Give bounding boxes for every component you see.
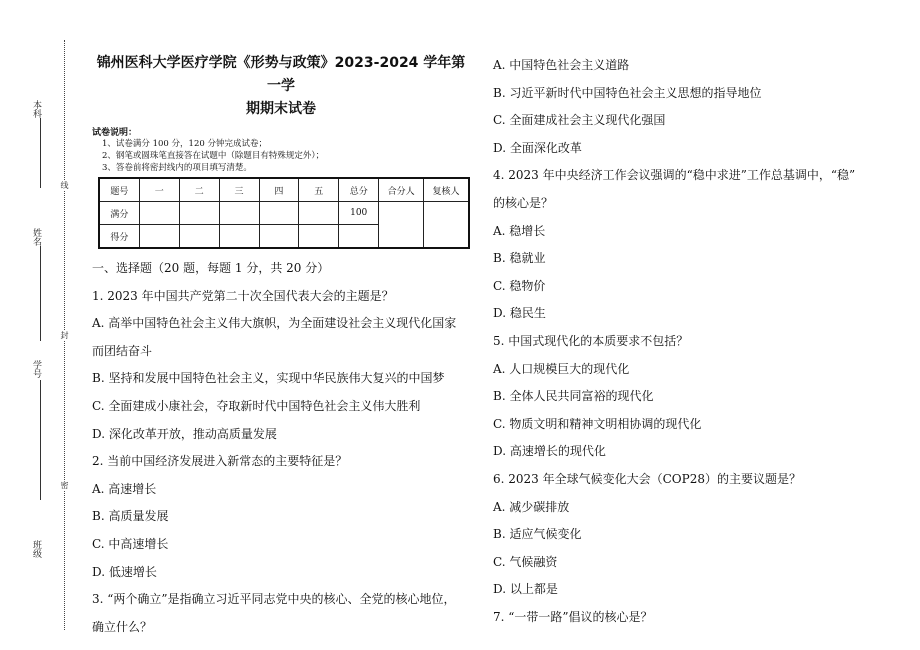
question-line: 6. 2023 年全球气候变化大会（COP28）的主要议题是？ [493, 471, 801, 486]
question-line: 3. “两个确立”是指确立习近平同志党中央的核心、全党的核心地位， [92, 592, 456, 607]
option-line: D. 以上都是 [493, 582, 558, 597]
score-table-header-row [99, 178, 469, 202]
note-item: 1、试卷满分 100 分，120 分钟完成试卷； [102, 139, 267, 149]
score-cell [299, 202, 339, 225]
score-header-cell: 四 [259, 178, 299, 202]
score-table-full-row [99, 202, 469, 225]
option-line: C. 全面建成小康社会，夺取新时代中国特色社会主义伟大胜利 [92, 398, 421, 413]
note-item: 2、钢笔或圆珠笔直接答在试题中（除题目有特殊规定外）； [102, 151, 325, 161]
left-column [92, 52, 470, 641]
score-cell [219, 202, 259, 225]
score-header-cell: 五 [299, 178, 339, 202]
label-benke: 本科 [31, 100, 41, 118]
question-line: 5. 中国式现代化的本质要求不包括？ [493, 333, 689, 348]
score-cell [424, 202, 469, 249]
option-line: B. 适应气候变化 [493, 527, 582, 542]
score-cell [339, 225, 379, 249]
option-line: A. 稳增长 [493, 223, 546, 238]
score-cell [259, 202, 299, 225]
score-row-label: 满分 [99, 202, 139, 225]
seal-word-mi: 密 [60, 481, 69, 489]
score-cell [379, 202, 424, 249]
label-class: 班级 [31, 540, 41, 558]
score-header-cell: 一 [139, 178, 179, 202]
score-header-cell: 题号 [99, 178, 139, 202]
option-line: D. 低速增长 [92, 564, 157, 579]
score-cell [179, 225, 219, 249]
label-student-id: 学号 [31, 360, 41, 378]
option-line: D. 稳民生 [493, 306, 546, 321]
option-line: C. 全面建成社会主义现代化强国 [493, 113, 666, 128]
score-header-cell: 合分人 [379, 178, 424, 202]
seal-word-feng: 封 [60, 331, 69, 339]
section-heading: 一、选择题（20 题，每题 1 分，共 20 分） [92, 261, 330, 275]
score-cell [299, 225, 339, 249]
score-header-cell: 三 [219, 178, 259, 202]
option-line: C. 中高速增长 [92, 536, 169, 551]
score-cell [259, 225, 299, 249]
option-line: C. 稳物价 [493, 278, 546, 293]
right-column [493, 52, 893, 631]
score-cell [219, 225, 259, 249]
score-cell [139, 225, 179, 249]
option-line: 而团结奋斗 [92, 343, 153, 358]
option-line: B. 稳就业 [493, 251, 546, 266]
blank-line-student-id [40, 380, 41, 500]
score-cell [179, 202, 219, 225]
score-header-cell: 二 [179, 178, 219, 202]
question-line: 7. “一带一路”倡议的核心是？ [493, 609, 653, 624]
label-name: 姓名 [31, 228, 41, 246]
notes-heading: 试卷说明： [92, 128, 138, 138]
option-line: A. 减少碳排放 [493, 499, 570, 514]
option-line: B. 习近平新时代中国特色社会主义思想的指导地位 [493, 85, 762, 100]
exam-title-line2: 期期末试卷 [246, 101, 316, 117]
option-line: D. 深化改革开放，推动高质量发展 [92, 426, 277, 441]
blank-line-benke [40, 118, 41, 188]
option-line: A. 中国特色社会主义道路 [493, 58, 630, 72]
option-line: A. 高举中国特色社会主义伟大旗帜，为全面建设社会主义现代化国家 [92, 316, 457, 331]
option-line: D. 全面深化改革 [493, 140, 582, 155]
question-line: 2. 当前中国经济发展进入新常态的主要特征是？ [92, 454, 348, 469]
option-line: A. 人口规模巨大的现代化 [493, 361, 630, 376]
score-header-cell: 总分 [339, 178, 379, 202]
note-item: 3、答卷前将密封线内的项目填写清楚。 [102, 163, 252, 173]
option-line: B. 坚持和发展中国特色社会主义，实现中华民族伟大复兴的中国梦 [92, 371, 445, 386]
question-line: 1. 2023 年中国共产党第二十次全国代表大会的主题是？ [92, 288, 394, 303]
question-line: 确立什么？ [92, 619, 153, 634]
option-line: B. 全体人民共同富裕的现代化 [493, 389, 654, 404]
option-line: B. 高质量发展 [92, 509, 169, 524]
binding-margin [0, 0, 80, 650]
question-line: 4. 2023 年中央经济工作会议强调的“稳中求进”工作总基调中，“稳” [493, 168, 856, 183]
blank-line-name [40, 246, 41, 341]
score-row-label: 得分 [99, 225, 139, 249]
option-line: A. 高速增长 [92, 481, 157, 496]
option-line: C. 物质文明和精神文明相协调的现代化 [493, 416, 702, 431]
score-total-full: 100 [339, 202, 379, 225]
question-line: 的核心是？ [493, 195, 554, 210]
score-header-cell: 复核人 [424, 178, 469, 202]
score-cell [139, 202, 179, 225]
score-table [98, 177, 470, 249]
option-line: D. 高速增长的现代化 [493, 444, 606, 459]
seal-word-xian: 线 [60, 181, 69, 189]
exam-title-line1: 锦州医科大学医疗学院《形势与政策》2023-2024 学年第一学 [96, 55, 466, 94]
option-line: C. 气候融资 [493, 554, 558, 569]
